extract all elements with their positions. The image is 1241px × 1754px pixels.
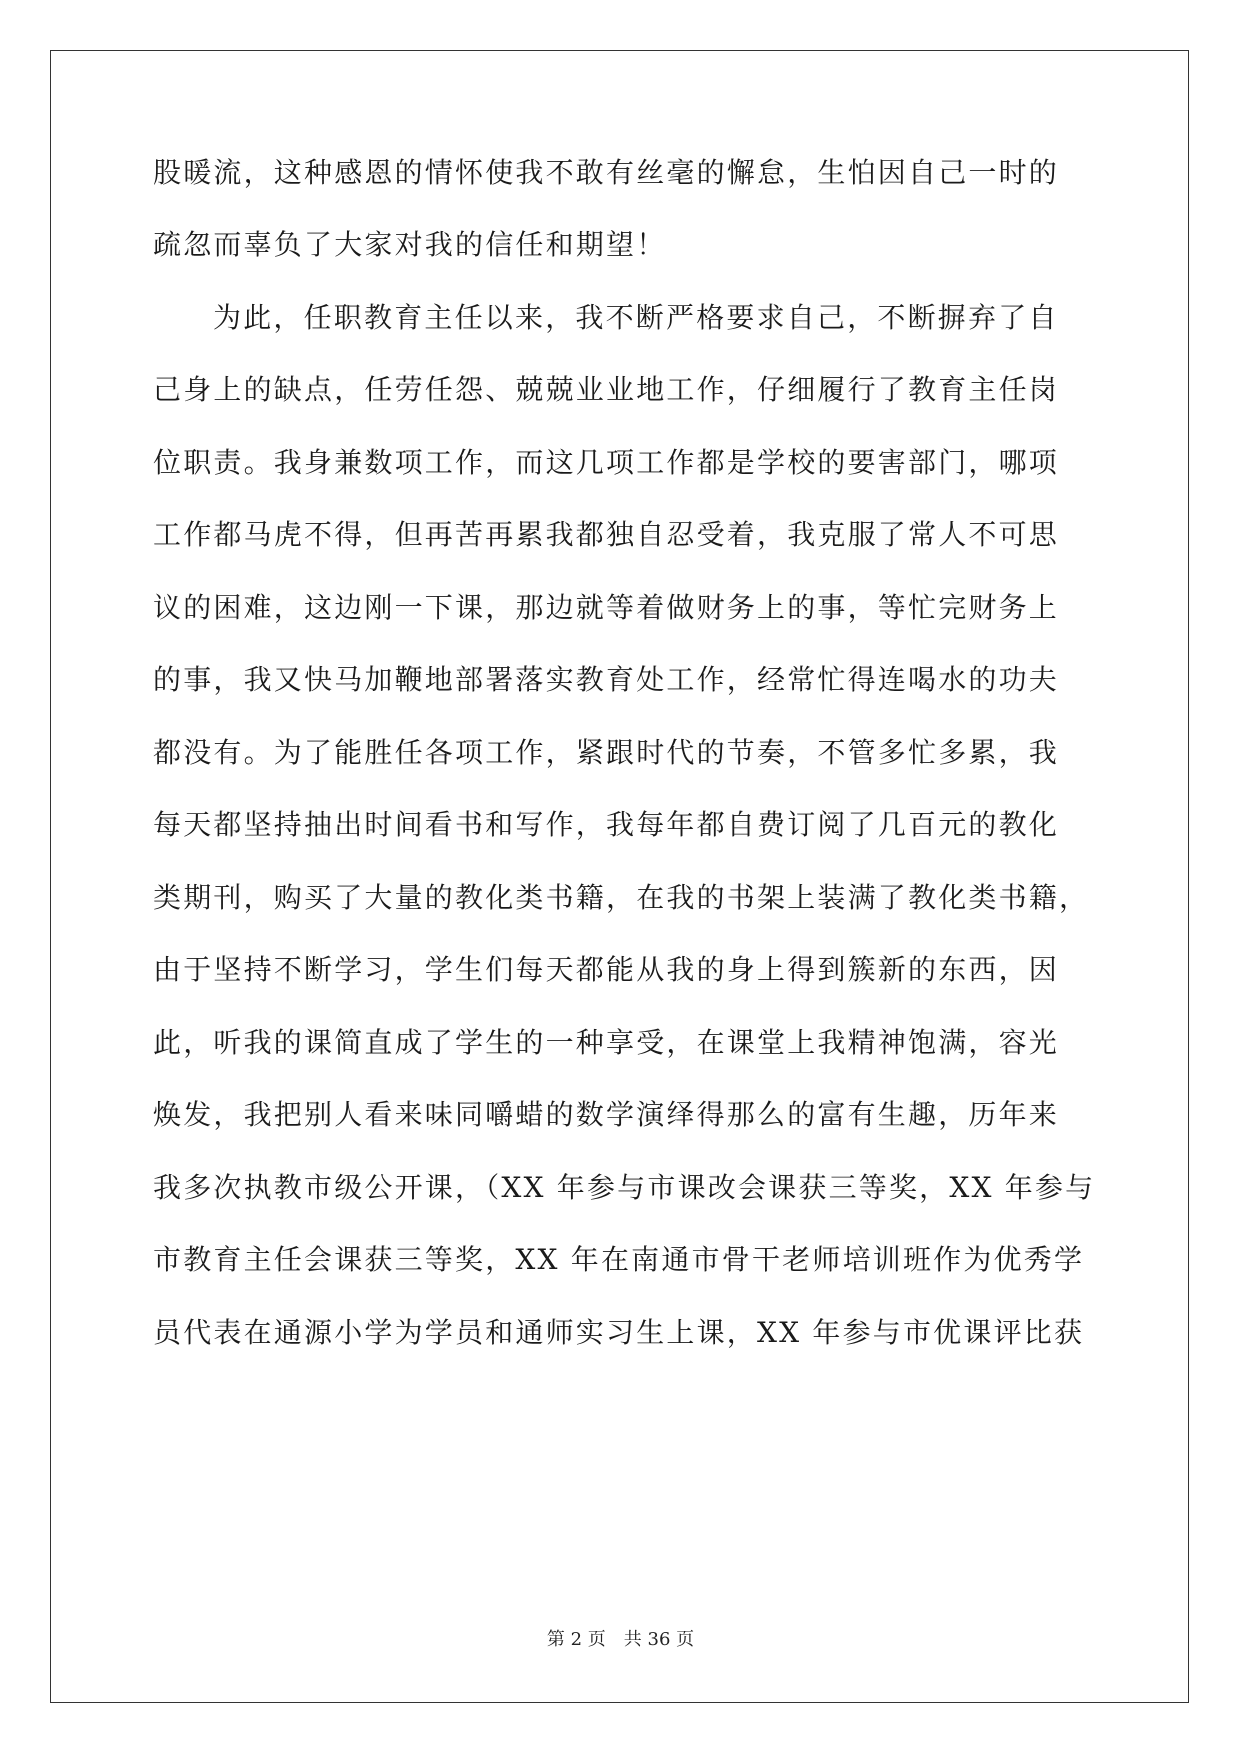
text-line: 都没有。为了能胜任各项工作，紧跟时代的节奏，不管多忙多累，我 (153, 736, 1060, 769)
page-footer (0, 1628, 1241, 1652)
text-line: 市教育主任会课获三等奖，XX 年在南通市骨干老师培训班作为优秀学 (153, 1243, 1085, 1276)
text-line: 议的困难，这边刚一下课，那边就等着做财务上的事，等忙完财务上 (153, 591, 1060, 624)
text-line: 股暖流，这种感恩的情怀使我不敢有丝毫的懈怠，生怕因自己一时的 (153, 156, 1060, 189)
text-line: 类期刊，购买了大量的教化类书籍，在我的书架上装满了教化类书籍， (153, 881, 1090, 914)
text-line: 位职责。我身兼数项工作，而这几项工作都是学校的要害部门，哪项 (153, 446, 1060, 479)
text-line: 的事，我又快马加鞭地部署落实教育处工作，经常忙得连喝水的功夫 (153, 663, 1060, 696)
text-line: 工作都马虎不得，但再苦再累我都独自忍受着，我克服了常人不可思 (153, 518, 1060, 551)
text-line: 此，听我的课简直成了学生的一种享受，在课堂上我精神饱满，容光 (153, 1026, 1060, 1059)
text-line: 疏忽而辜负了大家对我的信任和期望！ (153, 228, 667, 261)
page-number: 第 2 页 (546, 1629, 606, 1650)
text-line: 焕发，我把别人看来味同嚼蜡的数学演绎得那么的富有生趣，历年来 (153, 1098, 1060, 1131)
text-line: 由于坚持不断学习，学生们每天都能从我的身上得到簇新的东西，因 (153, 953, 1060, 986)
text-line: 为此，任职教育主任以来，我不断严格要求自己，不断摒弃了自 (213, 301, 1059, 334)
text-line: 己身上的缺点，任劳任怨、兢兢业业地工作，仔细履行了教育主任岗 (153, 373, 1060, 406)
text-line: 我多次执教市级公开课，（XX 年参与市课改会课获三等奖，XX 年参与 (153, 1171, 1096, 1204)
page-total: 共 36 页 (623, 1629, 695, 1650)
text-line: 员代表在通源小学为学员和通师实习生上课，XX 年参与市优课评比获 (153, 1316, 1085, 1349)
text-line: 每天都坚持抽出时间看书和写作，我每年都自费订阅了几百元的教化 (153, 808, 1060, 841)
